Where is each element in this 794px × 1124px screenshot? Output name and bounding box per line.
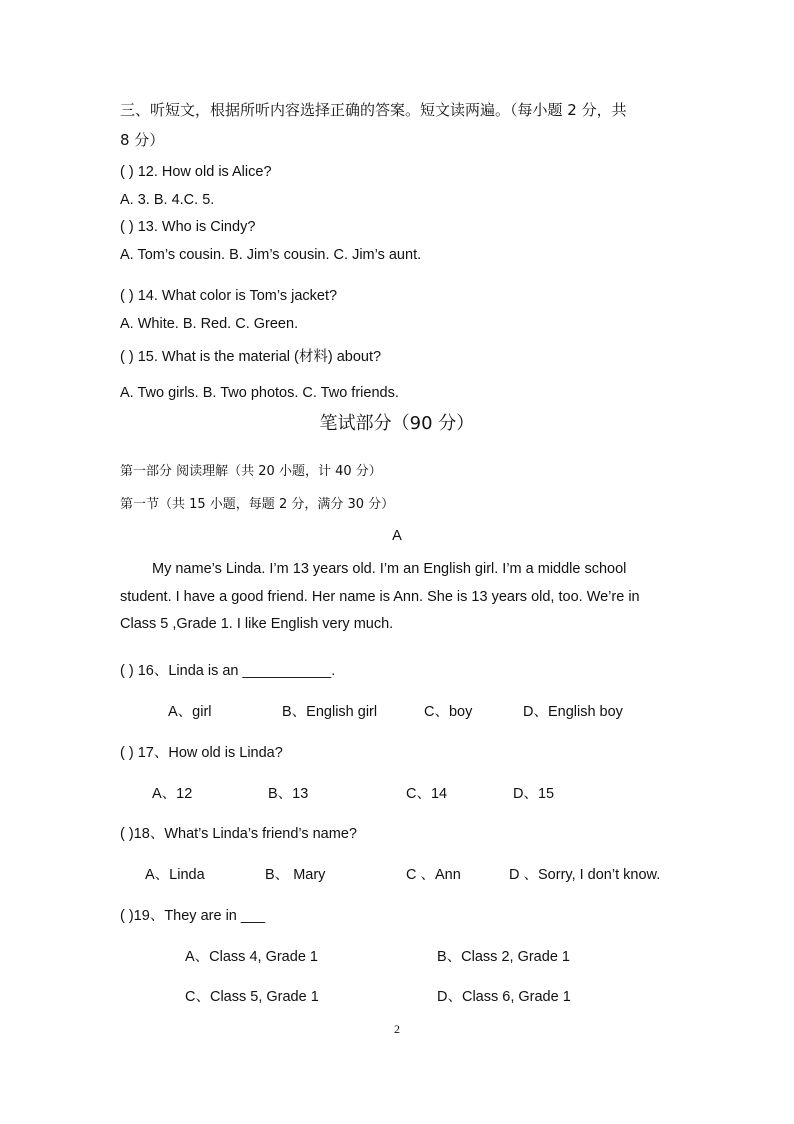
- option-d: D、15: [513, 786, 555, 802]
- question-14-options: A. White. B. Red. C. Green.: [120, 316, 299, 332]
- passage-line: student. I have a good friend. Her name is Ann. She is 13 years old, too. We’re in: [120, 589, 640, 605]
- option-d: D 、Sorry, I don’t know.: [509, 867, 661, 883]
- question-15-options: A. Two girls. B. Two photos. C. Two friends.: [120, 385, 399, 401]
- option-b: B、13: [268, 786, 309, 802]
- option-b: B、English girl: [282, 704, 378, 720]
- option-a: A、girl: [168, 704, 212, 720]
- question-18: ( )18、What’s Linda’s friend’s name?: [120, 826, 357, 842]
- question-15: ( ) 15. What is the material (材料) about?: [120, 349, 382, 365]
- option-a: A、12: [152, 786, 193, 802]
- question-12-options: A. 3. B. 4.C. 5.: [120, 192, 215, 208]
- passage-line: Class 5 ,Grade 1. I like English very much.: [120, 616, 394, 632]
- option-c: C、14: [406, 786, 448, 802]
- page-number: 2: [394, 1022, 400, 1036]
- passage-line: My name’s Linda. I’m 13 years old. I’m an English girl. I’m a middle school: [152, 561, 627, 577]
- option-a: A、Linda: [145, 867, 205, 883]
- option-a: A、Class 4, Grade 1: [185, 949, 318, 965]
- option-c: C 、Ann: [406, 867, 461, 883]
- question-13: ( ) 13. Who is Cindy?: [120, 219, 256, 235]
- option-d: D、Class 6, Grade 1: [437, 989, 571, 1005]
- question-12: ( ) 12. How old is Alice?: [120, 164, 272, 180]
- part-heading: 第一部分 阅读理解（共 20 小题，计 40 分）: [120, 464, 382, 479]
- section-heading-cont: 8 分）: [120, 131, 165, 149]
- question-14: ( ) 14. What color is Tom’s jacket?: [120, 288, 338, 304]
- option-c: C、boy: [424, 704, 473, 720]
- subsection-heading: 第一节（共 15 小题，每题 2 分，满分 30 分）: [120, 497, 395, 512]
- passage-label: A: [392, 528, 402, 544]
- option-b: B、 Mary: [265, 867, 326, 883]
- question-17: ( ) 17、How old is Linda?: [120, 745, 283, 761]
- option-b: B、Class 2, Grade 1: [437, 949, 570, 965]
- section-heading: 三、听短文，根据所听内容选择正确的答案。短文读两遍。（每小题 2 分，共: [120, 101, 627, 119]
- written-section-title: 笔试部分（90 分）: [319, 413, 475, 434]
- question-19: ( )19、They are in ___: [120, 908, 266, 924]
- question-13-options: A. Tom’s cousin. B. Jim’s cousin. C. Jim’s aunt.: [120, 247, 422, 263]
- question-16: ( ) 16、Linda is an ___________.: [120, 663, 336, 679]
- option-c: C、Class 5, Grade 1: [185, 989, 319, 1005]
- option-d: D、English boy: [523, 704, 623, 720]
